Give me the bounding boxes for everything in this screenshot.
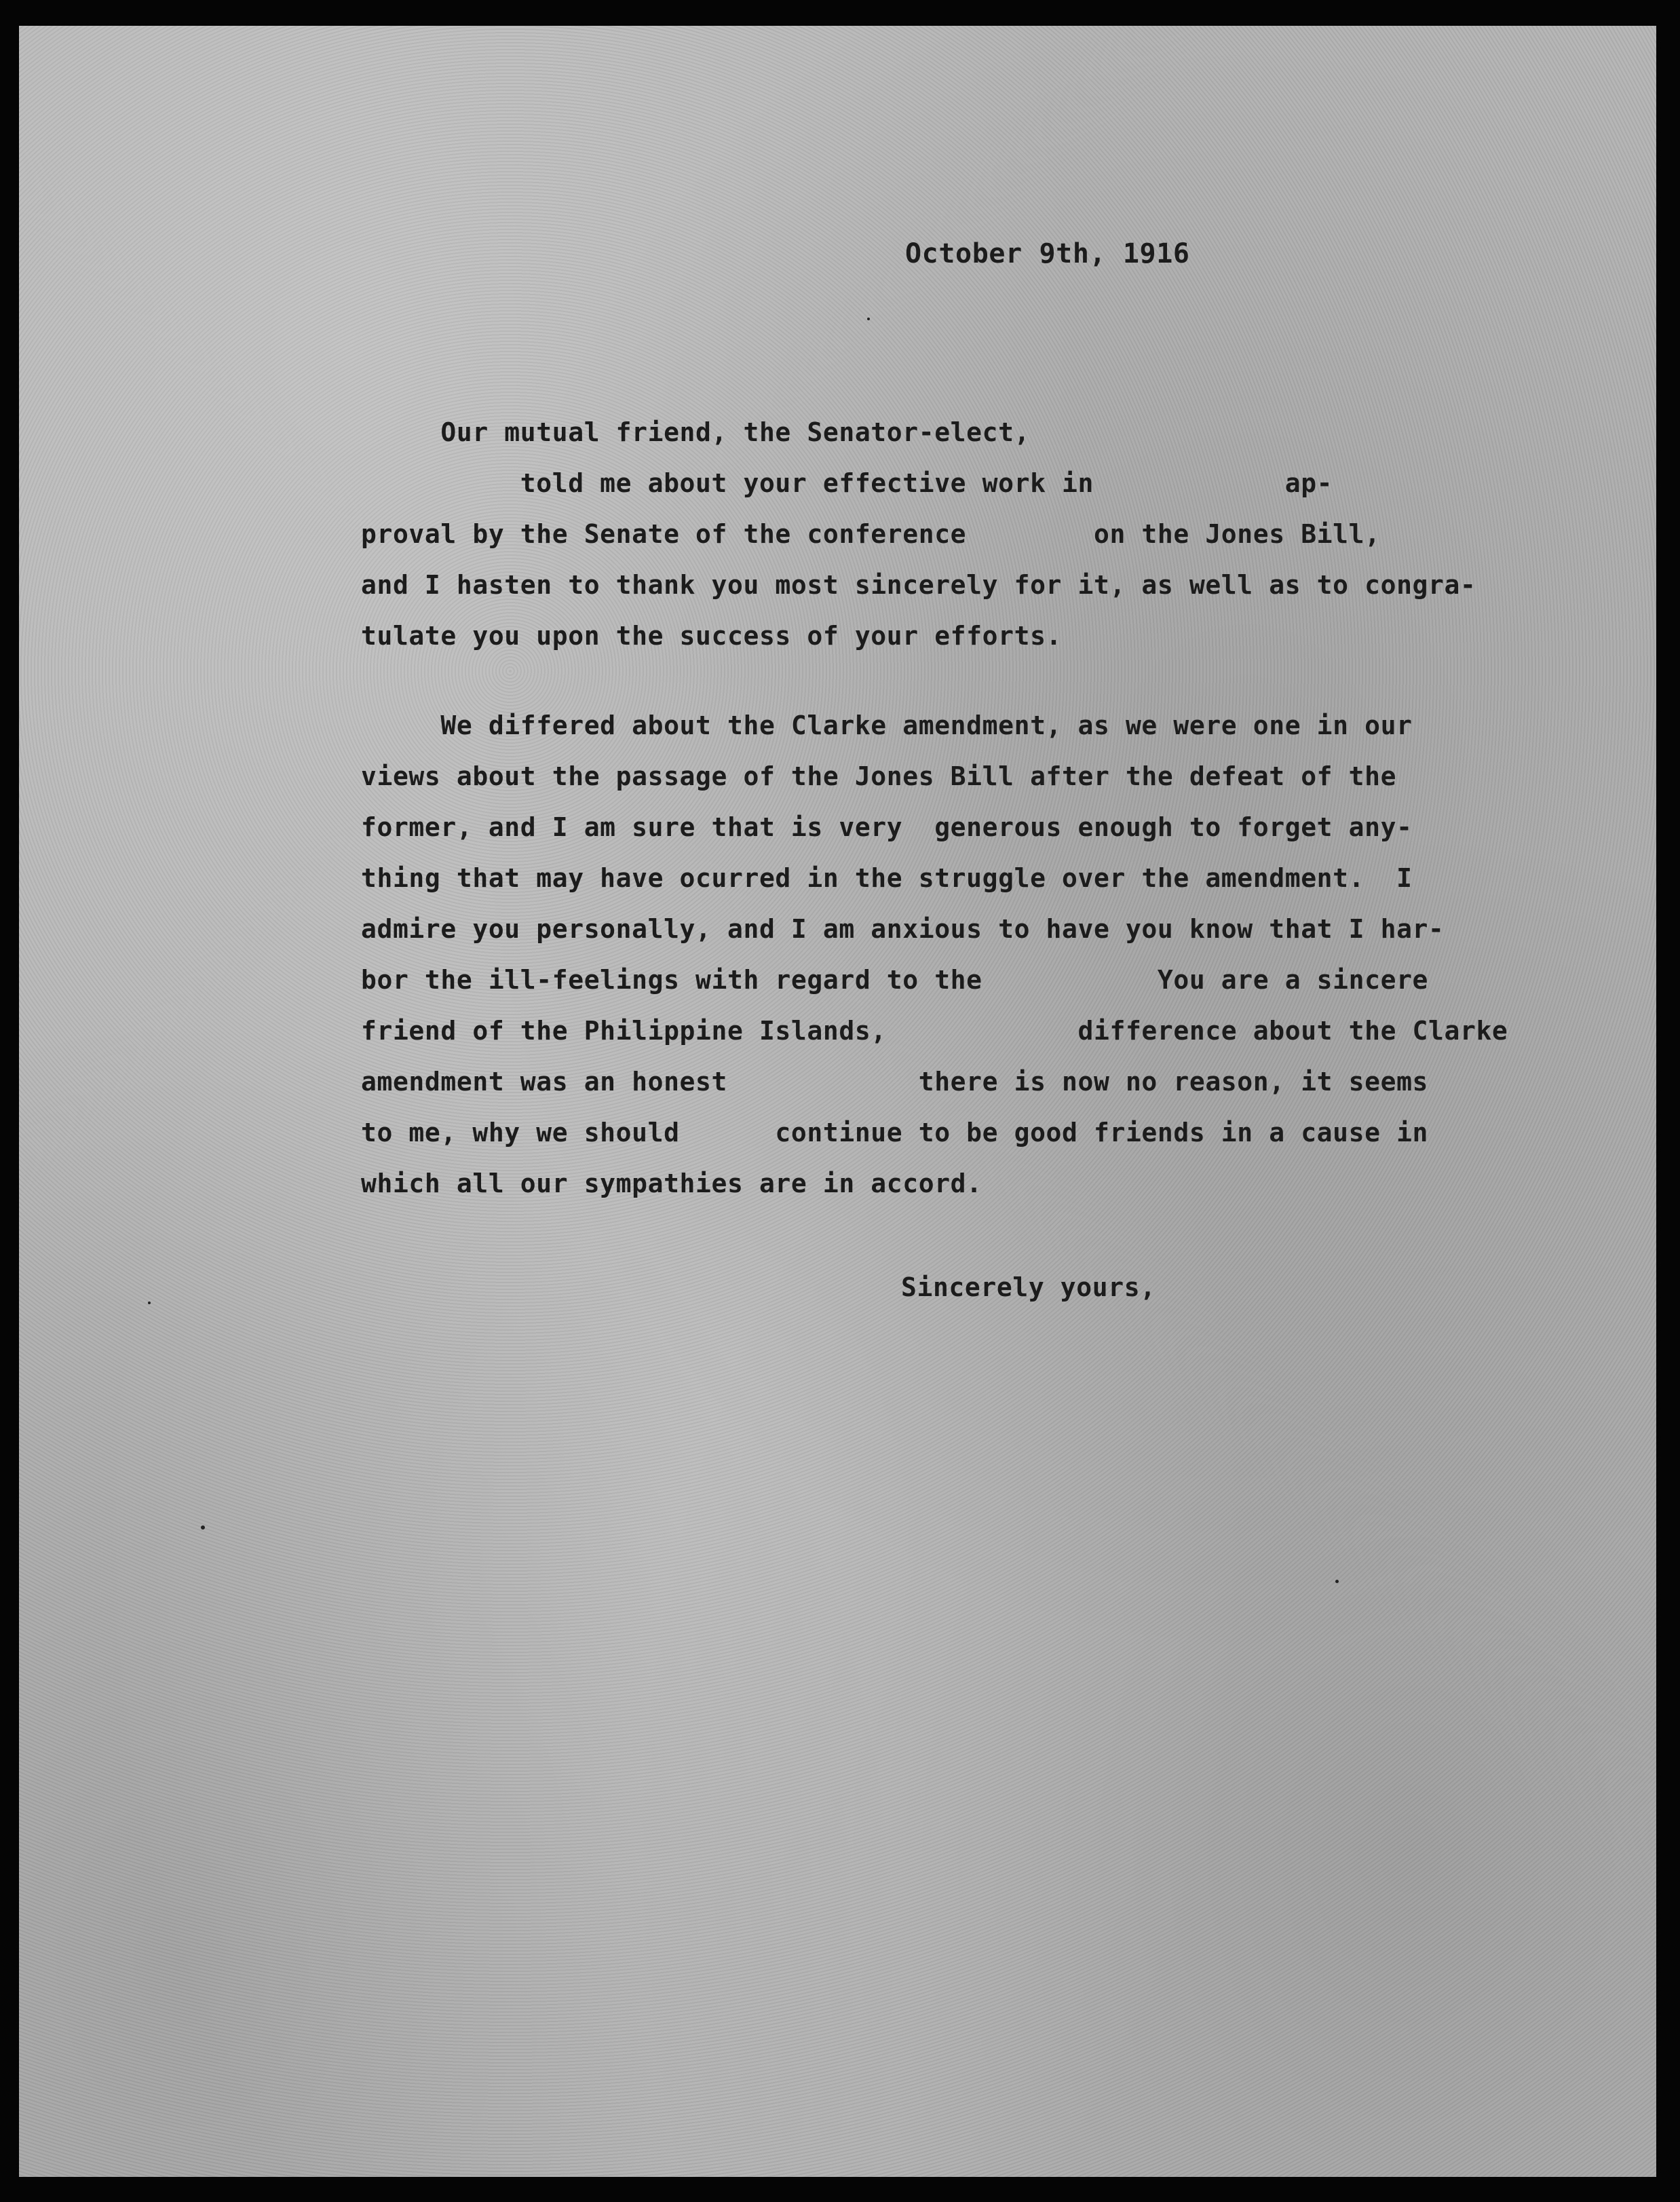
paper-speck	[1335, 1580, 1339, 1583]
paragraph-2-line: bor the ill-feelings with regard to the You are a sincere	[361, 965, 1429, 995]
letter-date: October 9th, 1916	[905, 238, 1190, 269]
letter-closing: Sincerely yours,	[901, 1272, 1156, 1302]
paper-speck	[148, 1302, 151, 1304]
paragraph-2-line: which all our sympathies are in accord.	[361, 1169, 982, 1198]
paper-speck	[867, 318, 870, 320]
paper-speck	[201, 1525, 205, 1530]
paragraph-2-line: thing that may have ocurred in the struggle over the amendment. I	[361, 863, 1413, 893]
paragraph-2-line: to me, why we should continue to be good friends in a cause in	[361, 1118, 1429, 1147]
paragraph-1-line: Our mutual friend, the Senator-elect,	[361, 417, 1031, 447]
paragraph-2-line: friend of the Philippine Islands, difference about the Clarke	[361, 1016, 1508, 1046]
paragraph-1-line: proval by the Senate of the conference on the Jones Bill,	[361, 519, 1381, 549]
paragraph-1-line: tulate you upon the success of your efforts.	[361, 621, 1063, 651]
paragraph-2-line: former, and I am sure that is very generous enough to forget any-	[361, 812, 1413, 842]
paragraph-1-line: and I hasten to thank you most sincerely for it, as well as to congra-	[361, 570, 1476, 600]
paragraph-2-line: We differed about the Clarke amendment, as we were one in our	[361, 710, 1413, 740]
paragraph-1-line: told me about your effective work in ap-	[361, 468, 1333, 498]
paragraph-2-line: amendment was an honest there is now no reason, it seems	[361, 1067, 1429, 1097]
paragraph-2-line: views about the passage of the Jones Bill after the defeat of the	[361, 761, 1397, 791]
paragraph-2-line: admire you personally, and I am anxious to have you know that I har-	[361, 914, 1445, 944]
letter-page	[19, 26, 1656, 2177]
